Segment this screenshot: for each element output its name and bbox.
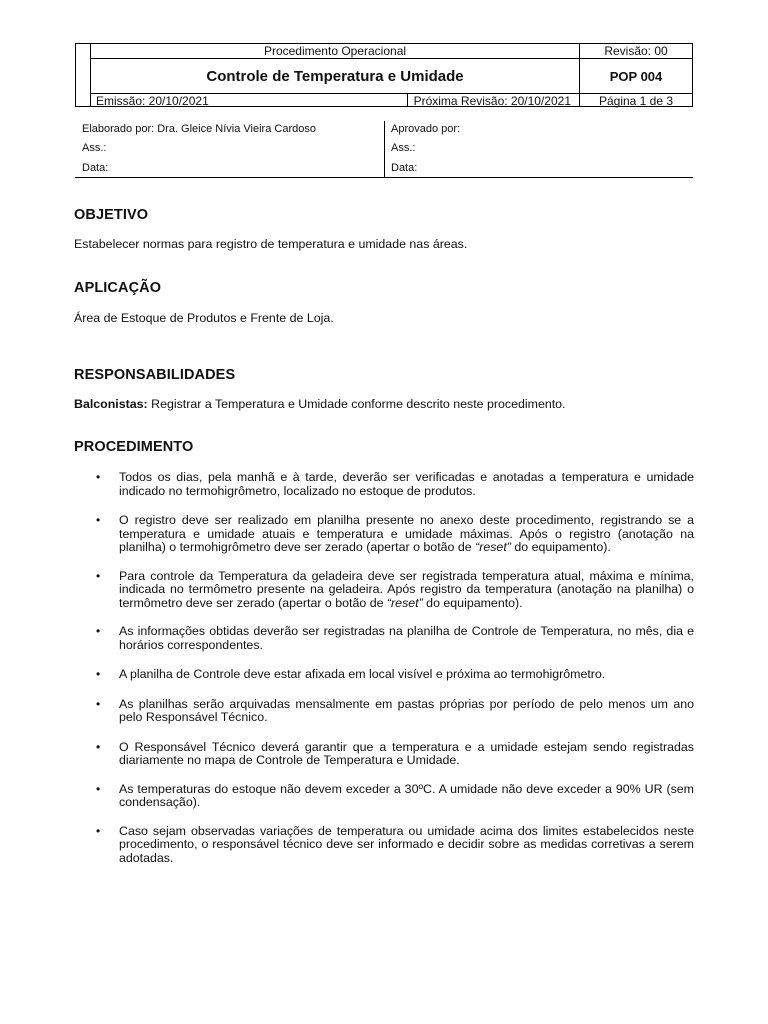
approved-by: Aprovado por: bbox=[391, 123, 461, 135]
document-title: Controle de Temperatura e Umidade bbox=[206, 67, 464, 85]
bullet-icon: • bbox=[96, 739, 101, 754]
procedure-item: • Para controle da Temperatura da geladeira deve ser registrada temperatura atual, máxima e mínima, indicada no termômetro presente na geladeira. Após registro da temperatura (anotação na planilha) o termômetro deve ser zerado (apertar o botão de “reset” do equipamento). bbox=[96, 568, 694, 610]
bullet-icon: • bbox=[96, 513, 101, 527]
bullet-icon: • bbox=[96, 696, 101, 711]
procedure-item: • As planilhas serão arquivadas mensalmente em pastas próprias por período de pelo menos um ano pelo Responsável Técnico. bbox=[96, 696, 694, 724]
section-heading-aplicacao: APLICAÇÃO bbox=[74, 280, 162, 296]
date-left: Data: bbox=[82, 162, 109, 174]
procedure-item: • O Responsável Técnico deverá garantir que a temperatura e a umidade estejam sendo registradas diariamente no mapa de Controle de Temperatura e Umidade. bbox=[96, 739, 694, 767]
responsabilidades-label: Balconistas: bbox=[74, 397, 148, 411]
doc-type: Procedimento Operacional bbox=[263, 44, 407, 58]
document-header-table bbox=[75, 43, 693, 107]
bullet-icon: • bbox=[96, 667, 101, 681]
procedure-item: • As informações obtidas deverão ser registradas na planilha de Controle de Temperatura, no mês, dia e horários correspondentes. bbox=[96, 624, 694, 652]
next-revision-date: Próxima Revisão: 20/10/2021 bbox=[413, 93, 571, 108]
procedure-item: • As temperaturas do estoque não devem exceder a 30ºC. A umidade não deve exceder a 90% UR (sem condensação). bbox=[96, 781, 694, 809]
bullet-icon: • bbox=[96, 568, 101, 583]
signature-left: Ass.: bbox=[82, 142, 107, 154]
procedure-item: • Todos os dias, pela manhã e à tarde, deverão ser verificadas e anotadas a temperatura e umidade indicado no termohigrômetro, localizado no estoque de produtos. bbox=[96, 470, 694, 498]
approval-block bbox=[75, 121, 693, 178]
emission-date: Emissão: 20/10/2021 bbox=[96, 93, 209, 108]
document-code: POP 004 bbox=[609, 68, 663, 84]
responsabilidades-description: Registrar a Temperatura e Umidade conforme descrito neste procedimento. bbox=[147, 397, 566, 411]
bullet-icon: • bbox=[96, 823, 101, 838]
revision-number: Revisão: 00 bbox=[604, 44, 668, 58]
procedure-item: • O registro deve ser realizado em planilha presente no anexo deste procedimento, registrando se a temperatura e umidade atuais e temperatura e umidade máximas. Após o registro (anotação na planilha) o termohigrômetro deve ser zerado (apertar o botão de “reset” do equipamento). bbox=[96, 513, 694, 554]
section-heading-procedimento: PROCEDIMENTO bbox=[74, 439, 194, 455]
bullet-icon: • bbox=[96, 624, 101, 638]
bullet-icon: • bbox=[96, 781, 101, 796]
procedure-list bbox=[74, 471, 694, 865]
aplicacao-text: Área de Estoque de Produtos e Frente de Loja. bbox=[74, 311, 334, 325]
objetivo-text: Estabelecer normas para registro de temperatura e umidade nas áreas. bbox=[74, 237, 468, 251]
date-right: Data: bbox=[391, 162, 418, 174]
bullet-icon: • bbox=[96, 470, 101, 484]
signature-right: Ass.: bbox=[391, 142, 416, 154]
procedure-item: • Caso sejam observadas variações de temperatura ou umidade acima dos limites estabelecidos neste procedimento, o responsável técnico deve ser informado e decidir sobre as medidas corretivas a serem adotadas. bbox=[96, 823, 694, 865]
section-heading-objetivo: OBJETIVO bbox=[74, 207, 149, 223]
responsabilidades-text bbox=[74, 397, 694, 411]
section-heading-responsabilidades: RESPONSABILIDADES bbox=[74, 367, 236, 383]
elaborated-by: Elaborado por: Dra. Gleice Nívia Vieira Cardoso bbox=[82, 123, 316, 135]
page-number: Página 1 de 3 bbox=[598, 93, 674, 108]
procedure-item: • A planilha de Controle deve estar afixada em local visível e próxima ao termohigrômetro. bbox=[96, 667, 606, 681]
